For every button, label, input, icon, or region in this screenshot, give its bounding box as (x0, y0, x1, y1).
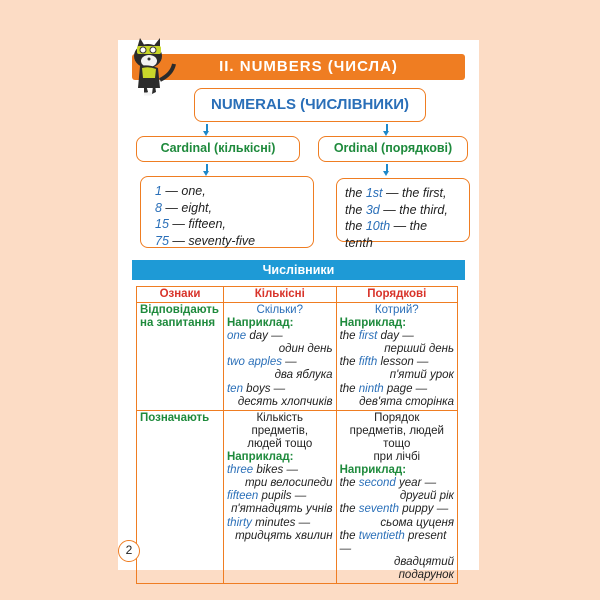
table-cell: Скільки? Наприклад: one day — один день two apples — два яблука ten boys — десять хлопчиків (223, 303, 336, 411)
arrow-icon (386, 164, 388, 172)
list-item: the 1st — the first, (345, 186, 447, 200)
numerals-box (194, 88, 426, 122)
section-title: II. NUMBERS (ЧИСЛА) (219, 58, 398, 75)
ordinal-examples (336, 178, 470, 250)
table-title-band (132, 260, 465, 280)
table-row (137, 303, 458, 411)
list-item: 75 — seventy-five (155, 233, 256, 248)
table-cell: Порядок предметів, людей тощо при лічбі Наприклад: the second year — другий рік the seventh puppy — сьома цуценя the twentieth present — двадцятий подарунок (336, 410, 457, 583)
cardinal-label: Cardinal (кількісні) (160, 141, 276, 155)
column-header: Ознаки (137, 287, 224, 303)
numerals-label: NUMERALS (ЧИСЛІВНИКИ) (210, 96, 409, 113)
list-item: the 10th — the tenth (345, 219, 428, 250)
column-header: Кількісні (223, 287, 336, 303)
table-title: Числівники (262, 263, 335, 277)
column-header: Порядкові (336, 287, 457, 303)
cardinal-examples (140, 176, 314, 248)
page (118, 40, 479, 581)
cat-mascot-icon (122, 34, 182, 100)
row-label: Відповідають на запитання (137, 303, 224, 411)
arrow-icon (206, 164, 208, 172)
page-number-label: 2 (125, 543, 133, 557)
row-label: Позначають (137, 410, 224, 583)
ordinal-box (318, 136, 468, 162)
ordinal-label: Ordinal (порядкові) (333, 141, 453, 155)
table-cell: Котрий? Наприклад: the first day — перший день the fifth lesson — п'ятий урок the ninth page — дев'ята сторінка (336, 303, 457, 411)
list-item: 15 — fifteen, (155, 217, 226, 231)
numerals-table (136, 286, 458, 584)
page-number (118, 540, 140, 562)
cardinal-box (136, 136, 300, 162)
table-cell: Кількість предметів, людей тощо Наприклад: three bikes — три велосипеди fifteen pupils — п'ятнадцять учнів thirty minutes — тридцять хвилин (223, 410, 336, 583)
arrow-icon (206, 124, 208, 132)
list-item: 1 — one, (155, 184, 206, 198)
table-header-row (137, 287, 458, 303)
table-row (137, 410, 458, 583)
list-item: 8 — eight, (155, 200, 212, 215)
list-item: the 3d — the third, (345, 202, 448, 217)
arrow-icon (386, 124, 388, 132)
